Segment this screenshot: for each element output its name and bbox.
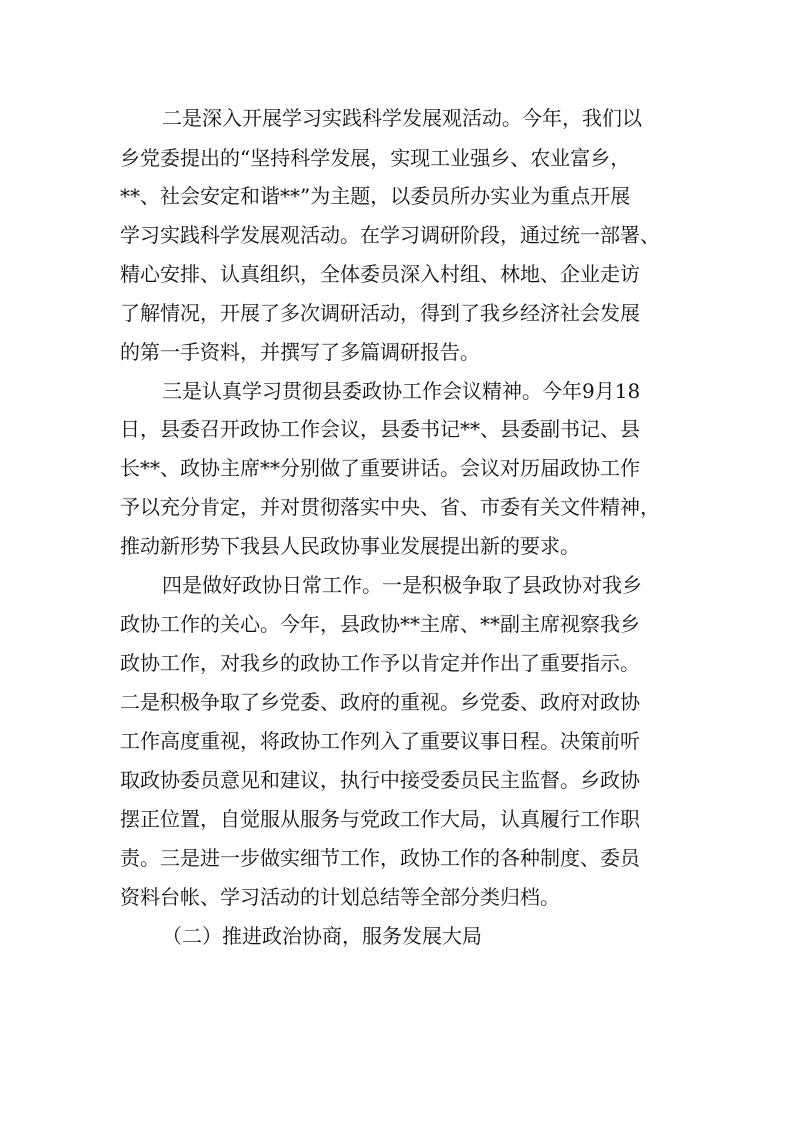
paragraph-1-line-2: 乡党委提出的“坚持科学发展，实现工业强乡、农业富乡，: [120, 146, 631, 170]
paragraph-3-line-1: 四是做好政协日常工作。一是积极争取了县政协对我乡: [162, 573, 642, 597]
paragraph-3-line-4: 二是积极争取了乡党委、政府的重视。乡党委、政府对政协: [120, 690, 640, 714]
paragraph-3-line-2: 政协工作的关心。今年，县政协**主席、**副主席视察我乡: [120, 612, 640, 636]
paragraph-3-line-3: 政协工作，对我乡的政协工作予以肯定并作出了重要指示。: [120, 651, 640, 675]
paragraph-2-line-5: 推动新形势下我县人民政协事业发展提出新的要求。: [120, 534, 580, 558]
paragraph-1-line-7: 的第一手资料，并撰写了多篇调研报告。: [120, 340, 480, 364]
paragraph-3-line-7: 摆正位置，自觉服从服务与党政工作大局，认真履行工作职: [120, 807, 640, 831]
paragraph-1-line-1: 二是深入开展学习实践科学发展观活动。今年，我们以: [162, 106, 642, 130]
section-heading: （二）推进政治协商，服务发展大局: [162, 924, 482, 948]
paragraph-2-line-1: 三是认真学习贯彻县委政协工作会议精神。今年9月18: [162, 379, 641, 403]
paragraph-1-line-4: 学习实践科学发展观活动。在学习调研阶段，通过统一部署、: [120, 223, 660, 247]
paragraph-2-line-4: 予以充分肯定，并对贯彻落实中央、省、市委有关文件精神，: [120, 495, 660, 519]
paragraph-1-line-3: **、社会安定和谐**”为主题，以委员所办实业为重点开展: [120, 184, 631, 208]
paragraph-3-line-8: 责。三是进一步做实细节工作，政协工作的各种制度、委员: [120, 846, 640, 870]
paragraph-2-line-3: 长**、政协主席**分别做了重要讲话。会议对历届政协工作: [120, 456, 640, 480]
paragraph-1-line-5: 精心安排、认真组织，全体委员深入村组、林地、企业走访: [120, 262, 640, 286]
paragraph-1-line-6: 了解情况，开展了多次调研活动，得到了我乡经济社会发展: [120, 301, 640, 325]
paragraph-3-line-5: 工作高度重视，将政协工作列入了重要议事日程。决策前听: [120, 729, 640, 753]
paragraph-3-line-9: 资料台帐、学习活动的计划总结等全部分类归档。: [120, 885, 560, 909]
paragraph-3-line-6: 取政协委员意见和建议，执行中接受委员民主监督。乡政协: [120, 768, 640, 792]
paragraph-2-line-2: 日，县委召开政协工作会议，县委书记**、县委副书记、县: [120, 417, 640, 441]
